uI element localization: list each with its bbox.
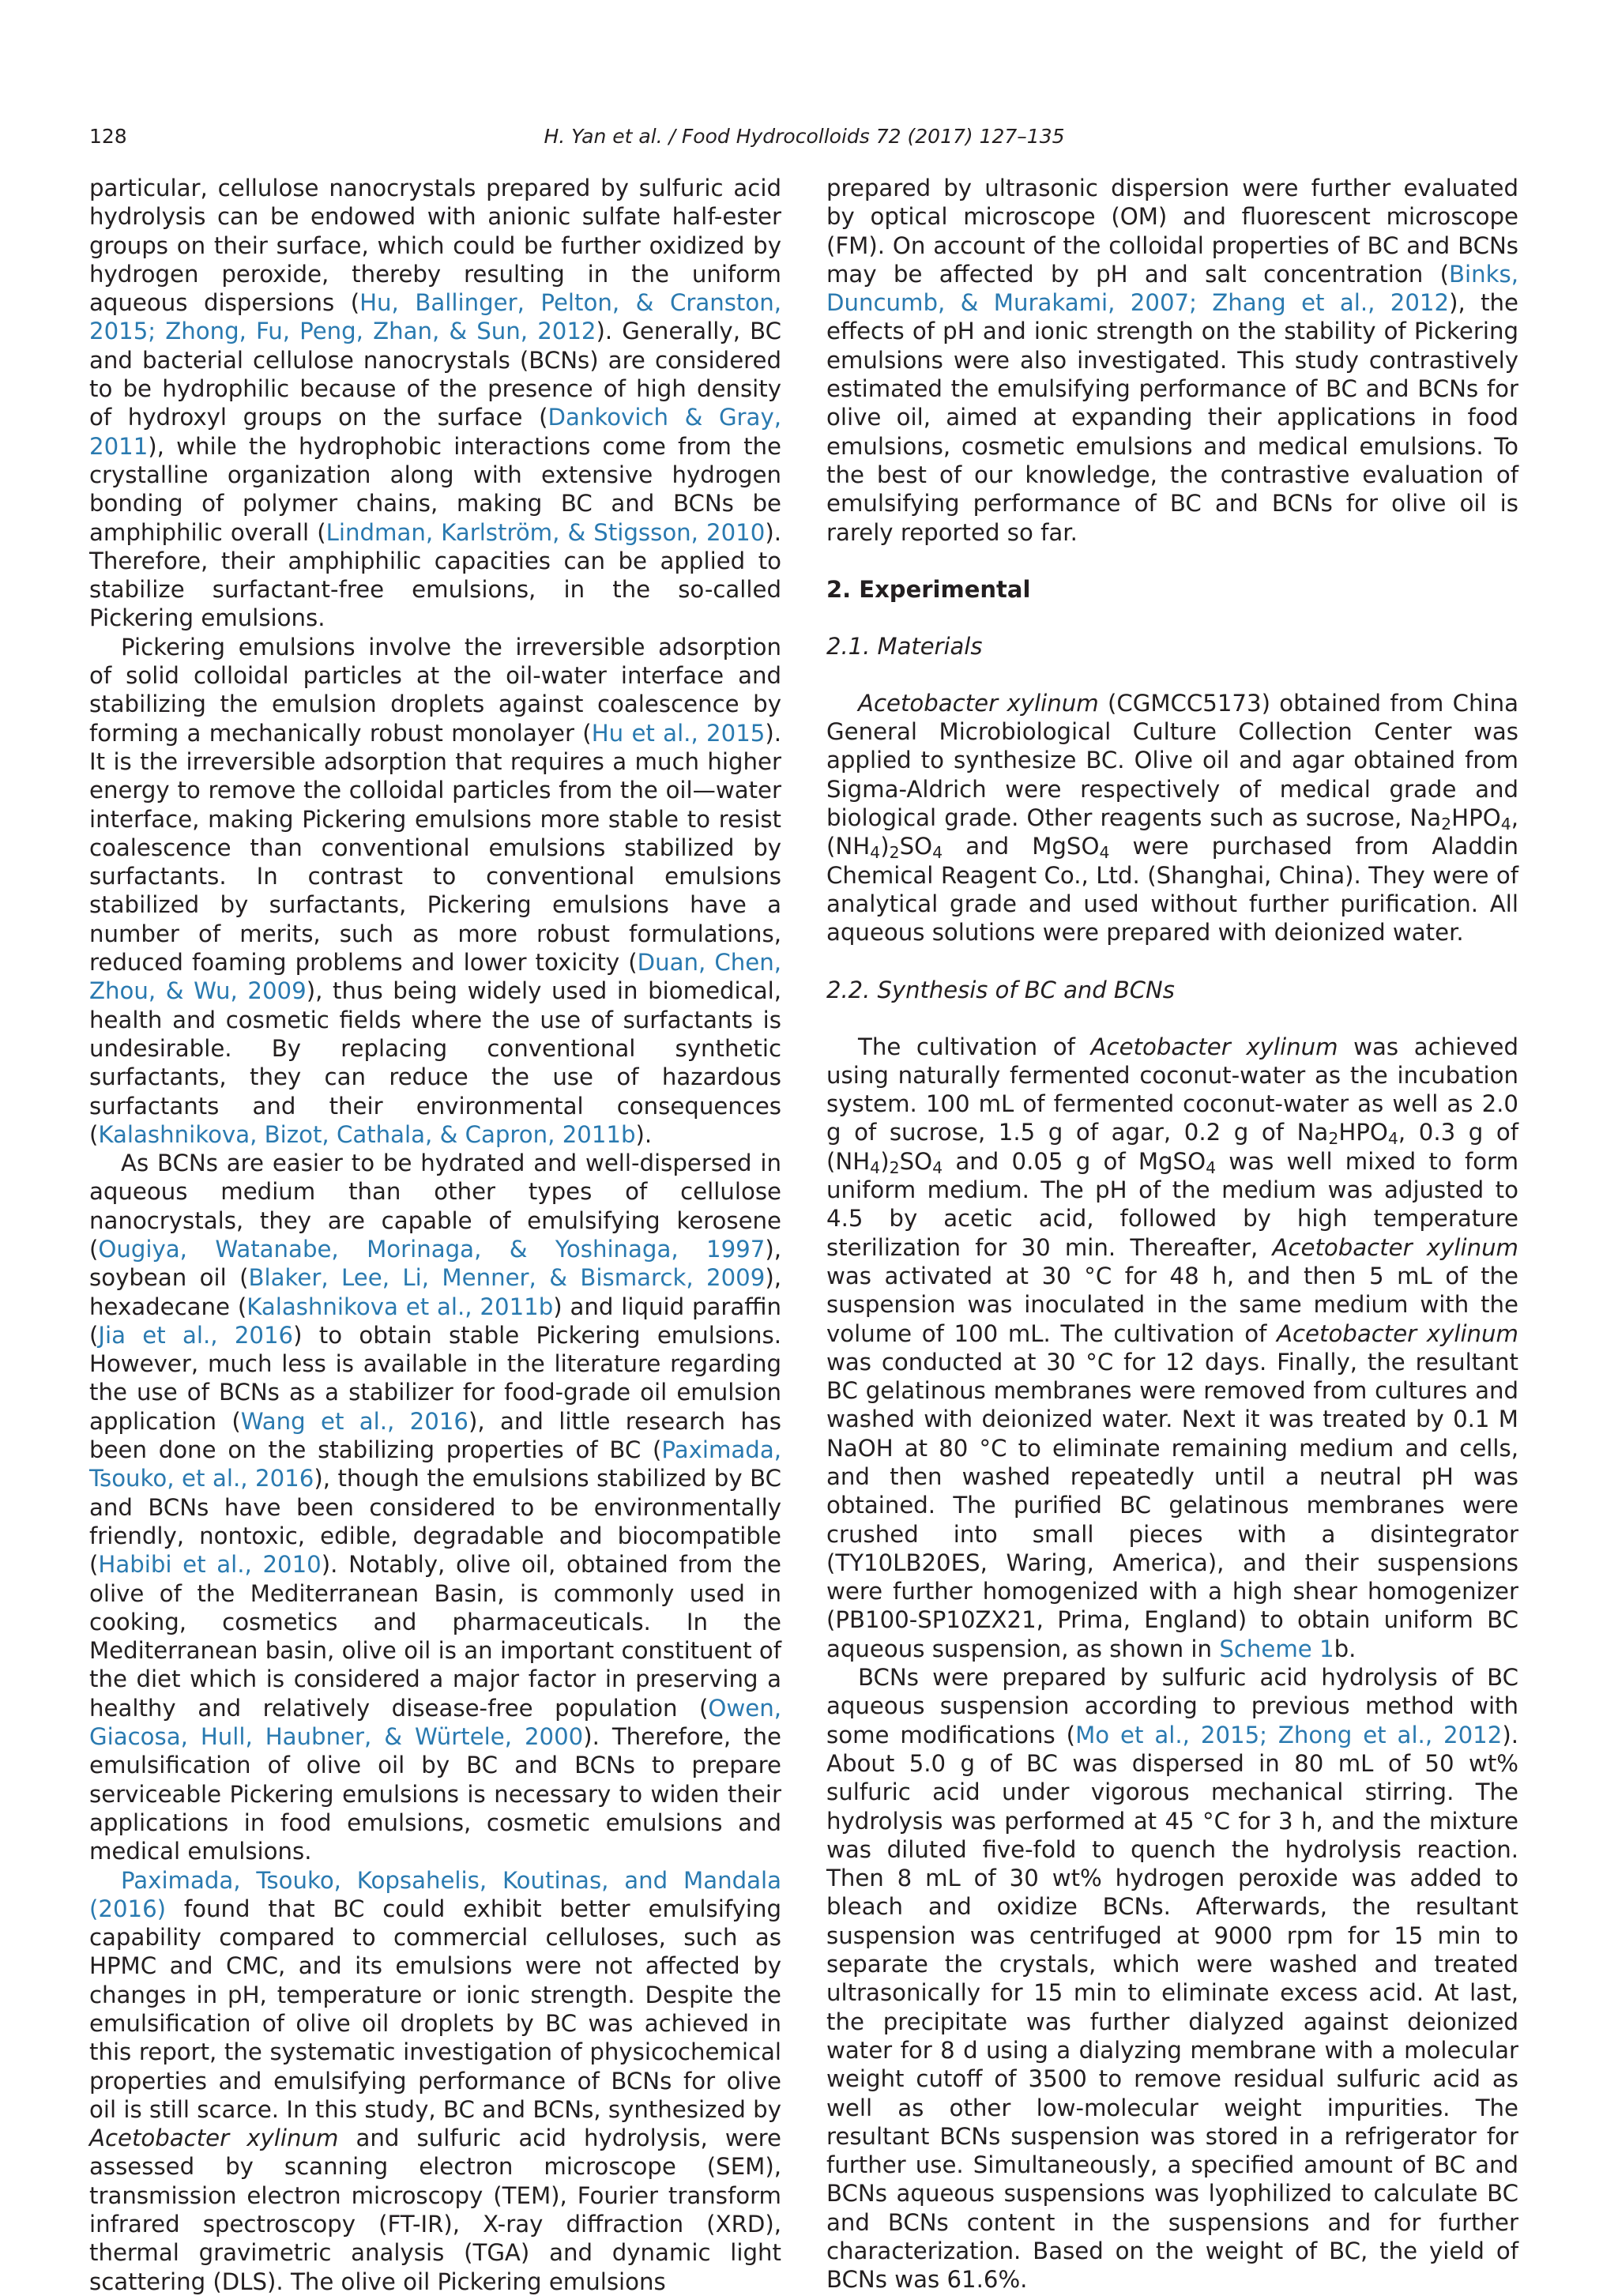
paragraph: particular, cellulose nanocrystals prepared by sulfuric acid hydrolysis can be endowed with anionic sulfate half-ester groups on their surface, which could be further oxidized by hydrogen peroxide, thereby resulting in the uniform aqueous dispersions (Hu, Ballinger, Pelton, & Cranston, 2015; Zhong, Fu, Peng, Zhan, & Sun, 2012). Generally, BC and bacterial cellulose nanocrystals (BCNs) are considered to be hydrophilic because of the presence of high density of hydroxyl groups on the surface (Dankovich & Gray, 2011), while the hydrophobic interactions come from the crystalline organization along with extensive hydrogen bonding of polymer chains, making BC and BCNs be amphiphilic overall (Lindman, Karlström, & Stigsson, 2010). Therefore, their amphiphilic capacities can be applied to stabilize surfactant-free emulsions, in the so-called Pickering emulsions. bbox=[89, 175, 781, 632]
paragraph: Pickering emulsions involve the irreversible adsorption of solid colloidal particles at the oil-water interface and stabilizing the emulsion droplets against coalescence by forming a mechanically robust monolayer (Hu et al., 2015). It is the irreversible adsorption that requires a much higher energy to remove the colloidal particles from the oil—water interface, making Pickering emulsions more stable to resist coalescence than conventional emulsions stabilized by surfactants. In contrast to conventional emulsions stabilized by surfactants, Pickering emulsions have a number of merits, such as more robust formulations, reduced foaming problems and lower toxicity (Duan, Chen, Zhou, & Wu, 2009), thus being widely used in biomedical, health and cosmetic fields where the use of surfactants is undesirable. By replacing conventional synthetic surfactants, they can reduce the use of hazardous surfactants and their environmental consequences (Kalashnikova, Bizot, Cathala, & Capron, 2011b). bbox=[89, 633, 782, 1148]
citation-link[interactable]: Ougiya, Watanabe, Morinaga, & Yoshinaga, 1997 bbox=[98, 1235, 766, 1263]
citation-link[interactable]: Jia et al., 2016 bbox=[98, 1321, 294, 1349]
paragraph: Paximada, Tsouko, Kopsahelis, Koutinas, and Mandala (2016) found that BC could exhibit better emulsifying capability compared to commercial celluloses, such as HPMC and CMC, and its emulsions were not affected by changes in pH, temperature or ionic strength. Despite the emulsification of olive oil droplets by BC was achieved in this report, the systematic investigation of physicochemical properties and emulsifying performance of BCNs for olive oil is still scarce. In this study, BC and BCNs, synthesized by Acetobacter xylinum and sulfuric acid hydrolysis, were assessed by scanning electron microscope (SEM), transmission electron microscopy (TEM), Fourier transform infrared spectroscopy (FT-IR), X-ray diffraction (XRD), thermal gravimetric analysis (TGA) and dynamic light scattering (DLS). The olive oil Pickering emulsions bbox=[89, 1866, 781, 2295]
page-number: 128 bbox=[89, 125, 127, 148]
paragraph: prepared by ultrasonic dispersion were further evaluated by optical microscope (OM) and fluorescent microscope (FM). On account of the colloidal properties of BC and BCNs may be affected by pH and salt concentration (Binks, Duncumb, & Murakami, 2007; Zhang et al., 2012), the effects of pH and ionic strength on the stability of Pickering emulsions were also investigated. This study contrastively estimated the emulsifying performance of BC and BCNs for olive oil, aimed at expanding their applications in food emulsions, cosmetic emulsions and medical emulsions. To the best of our knowledge, the contrastive evaluation of emulsifying performance of BC and BCNs for olive oil is rarely reported so far. bbox=[826, 175, 1519, 546]
section-heading: 2. Experimental bbox=[826, 575, 1031, 603]
citation-link[interactable]: Owen, Giacosa, Hull, Haubner, & Würtele, 2000 bbox=[89, 1694, 781, 1751]
citation-link[interactable]: Wang et al., 2016 bbox=[240, 1407, 468, 1435]
paragraph: Acetobacter xylinum (CGMCC5173) obtained from China General Microbiological Culture Collection Center was applied to synthesize BC. Olive oil and agar obtained from Sigma-Aldrich were respectively of medical grade and biological grade. Other reagents such as sucrose, $Na_2HPO_4$, $(NH_4)_2SO_4$ and MgSO$_4$ were purchased from Aladdin Chemical Reagent Co., Ltd. (Shanghai, China). They were of analytical grade and used without further purification. All aqueous solutions were prepared with deionized water. bbox=[826, 689, 1519, 947]
subsection-heading: 2.1. Materials bbox=[826, 632, 983, 660]
citation-link[interactable]: Habibi et al., 2010 bbox=[98, 1551, 322, 1579]
citation-link[interactable]: Dankovich & Gray, 2011 bbox=[89, 404, 781, 460]
citation-link[interactable]: Hu, Ballinger, Pelton, & Cranston, 2015; Zhong, Fu, Peng, Zhan, & Sun, 2012 bbox=[89, 289, 781, 345]
paragraph: BCNs were prepared by sulfuric acid hydrolysis of BC aqueous suspension according to previous method with some modifications (Mo et al., 2015; Zhong et al., 2012). About 5.0 g of BC was dispersed in 80 mL of 50 wt% sulfuric acid under vigorous mechanical stirring. The hydrolysis was performed at 45 °C for 3 h, and the mixture was diluted five-fold to quench the hydrolysis reaction. Then 8 mL of 30 wt% hydrogen peroxide was added to bleach and oxidize BCNs. Afterwards, the resultant suspension was centrifuged at 9000 rpm for 15 min to separate the crystals, which were washed and treated ultrasonically for 15 min to eliminate excess acid. At last, the precipitate was further dialyzed against deionized water for 8 d using a dialyzing membrane with a molecular weight cutoff of 3500 to remove residual sulfuric acid as well as other low-molecular weight impurities. The resultant BCNs suspension was stored in a refrigerator for further use. Simultaneously, a specified amount of BC and BCNs aqueous suspensions was lyophilized to calculate BC and BCNs content in the suspensions and for further characterization. Based on the weight of BC, the yield of BCNs was 61.6%. bbox=[826, 1664, 1518, 2294]
citation-link[interactable]: Blaker, Lee, Li, Menner, & Bismarck, 2009 bbox=[248, 1264, 766, 1292]
paragraph: The cultivation of Acetobacter xylinum was achieved using naturally fermented coconut-water as the incubation system. 100 mL of fermented coconut-water as well as 2.0 g of sucrose, 1.5 g of agar, 0.2 g of $Na_2HPO_4$, 0.3 g of $(NH_4)_2SO_4$ and 0.05 g of MgSO$_4$ was well mixed to form uniform medium. The pH of the medium was adjusted to 4.5 by acetic acid, followed by high temperature sterilization for 30 min. Thereafter, Acetobacter xylinum was activated at 30 °C for 48 h, and then 5 mL of the suspension was inoculated in the same medium with the volume of 100 mL. The cultivation of Acetobacter xylinum was conducted at 30 °C for 12 days. Finally, the resultant BC gelatinous membranes were removed from cultures and washed with deionized water. Next it was treated by 0.1 M NaOH at 80 °C to eliminate remaining medium and cells, and then washed repeatedly until a neutral pH was obtained. The purified BC gelatinous membranes were crushed into small pieces with a disintegrator (TY10LB20ES, Waring, America), and their suspensions were further homogenized with a high shear homogenizer (PB100-SP10ZX21, Prima, England) to obtain uniform BC aqueous suspension, as shown in Scheme 1b. bbox=[826, 1033, 1518, 1662]
left-column bbox=[89, 174, 781, 2296]
citation-link[interactable]: Lindman, Karlström, & Stigsson, 2010 bbox=[325, 518, 766, 546]
journal-reference: H. Yan et al. / Food Hydrocolloids 72 (2017) 127–135 bbox=[544, 125, 1065, 148]
citation-link[interactable]: Paximada, Tsouko, et al., 2016 bbox=[89, 1436, 781, 1492]
right-column bbox=[826, 174, 1518, 2294]
citation-link[interactable]: Kalashnikova, Bizot, Cathala, & Capron, 2011b bbox=[98, 1120, 636, 1148]
scheme-link[interactable]: Scheme 1 bbox=[1219, 1635, 1334, 1662]
citation-link[interactable]: Mo et al., 2015; Zhong et al., 2012 bbox=[1075, 1721, 1503, 1748]
subsection-heading: 2.2. Synthesis of BC and BCNs bbox=[826, 976, 1175, 1003]
paragraph: As BCNs are easier to be hydrated and well-dispersed in aqueous medium than other types of cellulose nanocrystals, they are capable of emulsifying kerosene (Ougiya, Watanabe, Morinaga, & Yoshinaga, 1997), soybean oil (Blaker, Lee, Li, Menner, & Bismarck, 2009), hexadecane (Kalashnikova et al., 2011b) and liquid paraffin (Jia et al., 2016) to obtain stable Pickering emulsions. However, much less is available in the literature regarding the use of BCNs as a stabilizer for food-grade oil emulsion application (Wang et al., 2016), and little research has been done on the stabilizing properties of BC (Paximada, Tsouko, et al., 2016), though the emulsions stabilized by BC and BCNs have been considered to be environmentally friendly, nontoxic, edible, degradable and biocompatible (Habibi et al., 2010). Notably, olive oil, obtained from the olive of the Mediterranean Basin, is commonly used in cooking, cosmetics and pharmaceuticals. In the Mediterranean basin, olive oil is an important constituent of the diet which is considered a major factor in preserving a healthy and relatively disease-free population (Owen, Giacosa, Hull, Haubner, & Würtele, 2000). Therefore, the emulsification of olive oil by BC and BCNs to prepare serviceable Pickering emulsions is necessary to widen their applications in food emulsions, cosmetic emulsions and medical emulsions. bbox=[89, 1150, 782, 1865]
running-header bbox=[89, 125, 1519, 156]
citation-link[interactable]: Hu et al., 2015 bbox=[591, 719, 766, 747]
citation-link[interactable]: Paximada, Tsouko, Kopsahelis, Koutinas, and Mandala (2016) bbox=[89, 1866, 781, 1922]
citation-link[interactable]: Binks, Duncumb, & Murakami, 2007; Zhang et al., 2012 bbox=[826, 260, 1518, 317]
citation-link[interactable]: Kalashnikova et al., 2011b bbox=[246, 1293, 554, 1320]
citation-link[interactable]: Duan, Chen, Zhou, & Wu, 2009 bbox=[89, 949, 781, 1005]
